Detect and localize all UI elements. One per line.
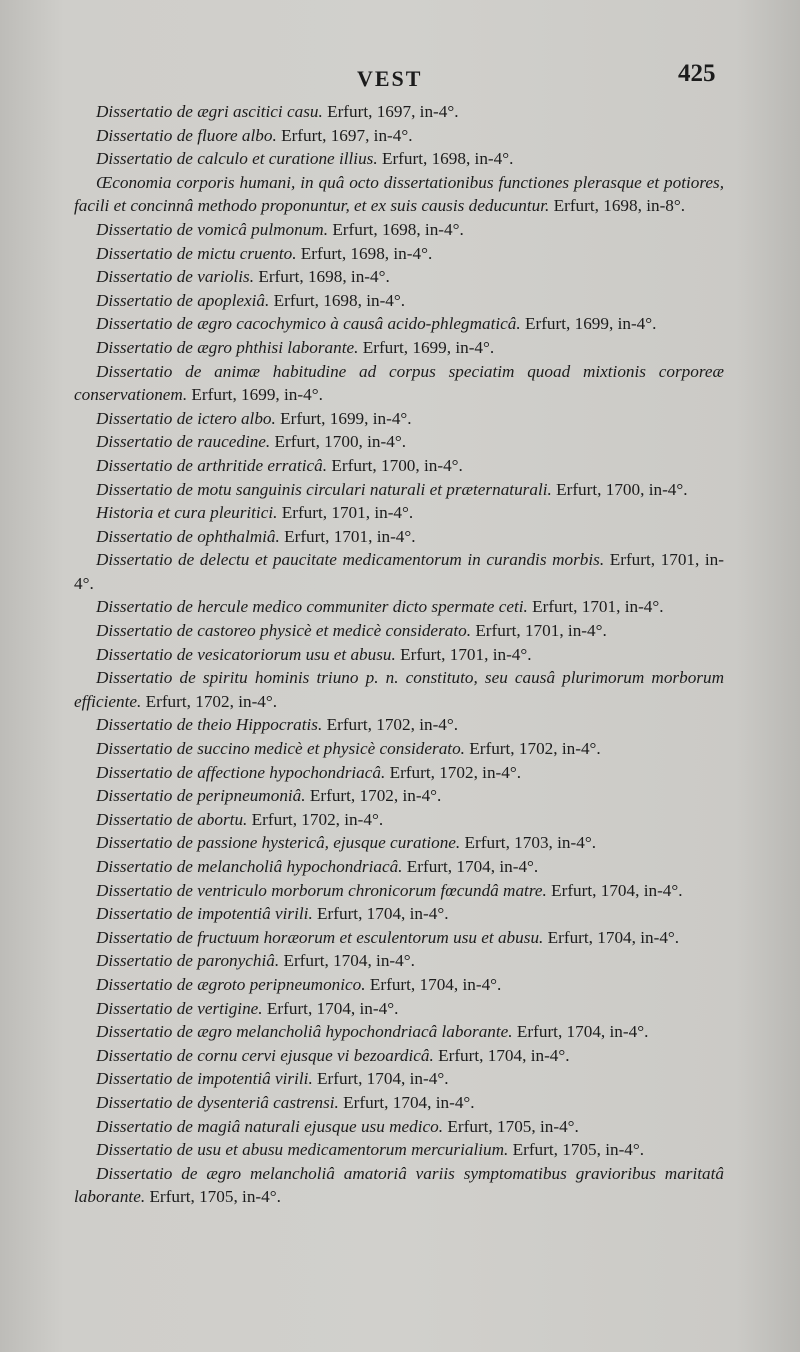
entry-title: Dissertatio de ægroto peripneumonico. xyxy=(96,974,366,994)
bibliography-entry xyxy=(74,761,724,785)
bibliography-entry xyxy=(74,808,724,832)
page-number: 425 xyxy=(678,60,716,87)
entry-title: Dissertatio de ventriculo morborum chronicorum fœcundâ matre. xyxy=(96,880,547,900)
entry-title: Dissertatio de ægro cacochymico à causâ acido-phlegmaticâ. xyxy=(96,314,521,334)
entry-imprint: Erfurt, 1704, in-4°. xyxy=(543,927,680,947)
entry-imprint: Erfurt, 1700, in-4°. xyxy=(551,479,688,499)
entry-title: Dissertatio de fructuum horæorum et esculentorum usu et abusu. xyxy=(96,927,544,947)
entry-imprint: Erfurt, 1702, in-4°. xyxy=(305,786,442,806)
bibliography-entry xyxy=(74,478,724,502)
bibliography-entry xyxy=(74,926,724,950)
entry-imprint: Erfurt, 1704, in-4°. xyxy=(402,857,539,876)
entry-title: Dissertatio de castoreo physicè et medicè considerato. xyxy=(96,621,472,641)
bibliography-entry xyxy=(74,1115,724,1139)
bibliography-entry xyxy=(74,666,724,713)
bibliography-entry xyxy=(74,548,724,595)
entry-title: Dissertatio de vomicâ pulmonum. xyxy=(96,219,329,239)
entry-imprint: Erfurt, 1698, in-4°. xyxy=(269,290,406,310)
entry-imprint: Erfurt, 1699, in-4°. xyxy=(520,314,657,334)
entry-title: Dissertatio de mictu cruento. xyxy=(96,243,297,263)
bibliography-entry xyxy=(74,973,724,997)
entry-imprint: Erfurt, 1704, in-4°. xyxy=(512,1022,649,1042)
bibliography-entry xyxy=(74,312,724,336)
entry-title: Dissertatio de arthritide erraticâ. xyxy=(96,455,328,475)
bibliography-entry xyxy=(74,619,724,643)
entry-imprint: Erfurt, 1701, in-4°. xyxy=(471,621,607,641)
entry-imprint: Erfurt, 1701, in-4°. xyxy=(277,503,414,523)
bibliography-entry xyxy=(74,100,724,124)
entry-title: Œconomia corporis humani, in quâ octo dissertationibus functiones plerasque et potiores, facili et concinnâ methodo proponuntur, et ex suis causis deducuntur. xyxy=(74,172,724,216)
entry-imprint: Erfurt, 1704, in-4°. xyxy=(312,1069,449,1089)
bibliography-entry xyxy=(74,171,724,218)
bibliography-entry xyxy=(74,1138,724,1162)
bibliography-entry xyxy=(74,879,724,903)
entry-title: Historia et cura pleuritici. xyxy=(96,503,278,523)
entry-title: Dissertatio de vesicatoriorum usu et abusu. xyxy=(96,644,396,664)
bibliography-entry xyxy=(74,1067,724,1091)
entry-title: Dissertatio de impotentiâ virili. xyxy=(96,1069,313,1089)
entry-imprint: Erfurt, 1699, in-4°. xyxy=(187,385,323,405)
entry-imprint: Erfurt, 1702, in-4°. xyxy=(322,715,459,735)
entry-title: Dissertatio de delectu et paucitate medicamentorum in curandis morbis. xyxy=(96,550,605,570)
bibliography-list xyxy=(74,100,724,1209)
entry-imprint: Erfurt, 1702, in-4°. xyxy=(247,809,384,829)
entry-imprint: Erfurt, 1704, in-4°. xyxy=(262,998,399,1018)
entry-imprint: Erfurt, 1698, in-4°. xyxy=(328,219,464,239)
bibliography-entry xyxy=(74,501,724,525)
entry-title: Dissertatio de ægro melancholiâ amatoriâ variis symptomatibus gravioribus maritatâ laborante. xyxy=(74,1163,724,1207)
entry-title: Dissertatio de ictero albo. xyxy=(96,408,276,428)
entry-imprint: Erfurt, 1701, in-4°. xyxy=(279,526,416,546)
entry-title: Dissertatio de affectione hypochondriacâ. xyxy=(96,762,386,782)
bibliography-entry xyxy=(74,1091,724,1115)
entry-title: Dissertatio de dysenteriâ castrensi. xyxy=(96,1092,339,1112)
bibliography-entry xyxy=(74,1020,724,1044)
entry-title: Dissertatio de ægro melancholiâ hypochondriacâ laborante. xyxy=(96,1022,513,1042)
bibliography-entry xyxy=(74,997,724,1021)
bibliography-entry xyxy=(74,949,724,973)
entry-title: Dissertatio de succino medicè et physicè considerato. xyxy=(96,739,465,759)
entry-title: Dissertatio de usu et abusu medicamentorum mercurialium. xyxy=(96,1140,509,1160)
entry-title: Dissertatio de passione hystericâ, ejusque curatione. xyxy=(96,833,461,853)
entry-title: Dissertatio de melancholiâ hypochondriacâ. xyxy=(96,857,403,876)
entry-title: Dissertatio de apoplexiâ. xyxy=(96,290,270,310)
entry-title: Dissertatio de theio Hippocratis. xyxy=(96,715,323,735)
bibliography-entry xyxy=(74,831,724,855)
entry-title: Dissertatio de abortu. xyxy=(96,809,248,829)
entry-title: Dissertatio de calculo et curatione illius. xyxy=(96,149,378,169)
entry-imprint: Erfurt, 1705, in-4°. xyxy=(145,1187,281,1207)
entry-imprint: Erfurt, 1702, in-4°. xyxy=(141,691,278,711)
entry-imprint: Erfurt, 1698, in-4°. xyxy=(254,267,390,287)
entry-imprint: Erfurt, 1697, in-4°. xyxy=(276,125,413,145)
bibliography-entry xyxy=(74,407,724,431)
entry-title: Dissertatio de fluore albo. xyxy=(96,125,277,145)
entry-imprint: Erfurt, 1698, in-8°. xyxy=(549,196,686,216)
bibliography-entry xyxy=(74,784,724,808)
bibliography-entry xyxy=(74,855,724,879)
entry-title: Dissertatio de paronychiâ. xyxy=(96,951,280,971)
bibliography-entry xyxy=(74,218,724,242)
entry-title: Dissertatio de motu sanguinis circulari naturali et præternaturali. xyxy=(96,479,552,499)
entry-title: Dissertatio de variolis. xyxy=(96,267,255,287)
bibliography-entry xyxy=(74,124,724,148)
entry-imprint: Erfurt, 1703, in-4°. xyxy=(460,833,596,853)
entry-imprint: Erfurt, 1704, in-4°. xyxy=(546,880,683,900)
entry-title: Dissertatio de magiâ naturali ejusque usu medico. xyxy=(96,1116,444,1136)
bibliography-entry xyxy=(74,1044,724,1068)
bibliography-entry xyxy=(74,737,724,761)
entry-title: Dissertatio de animæ habitudine ad corpus speciatim quoad mixtionis corporeæ conservationem. xyxy=(74,361,724,405)
entry-title: Dissertatio de ægro phthisi laborante. xyxy=(96,337,359,357)
entry-title: Dissertatio de vertigine. xyxy=(96,998,263,1018)
bibliography-entry xyxy=(74,454,724,478)
entry-imprint: Erfurt, 1701, in-4°. xyxy=(395,644,532,664)
page-header xyxy=(0,60,800,100)
entry-imprint: Erfurt, 1702, in-4°. xyxy=(385,762,522,782)
bibliography-entry xyxy=(74,242,724,266)
entry-title: Dissertatio de ophthalmiâ. xyxy=(96,526,280,546)
entry-imprint: Erfurt, 1700, in-4°. xyxy=(327,455,463,475)
entry-imprint: Erfurt, 1704, in-4°. xyxy=(338,1092,475,1112)
bibliography-entry xyxy=(74,1162,724,1209)
entry-imprint: Erfurt, 1705, in-4°. xyxy=(508,1140,645,1160)
entry-imprint: Erfurt, 1699, in-4°. xyxy=(358,337,495,357)
bibliography-entry xyxy=(74,265,724,289)
entry-imprint: Erfurt, 1698, in-4°. xyxy=(377,149,514,169)
bibliography-entry xyxy=(74,595,724,619)
entry-title: Dissertatio de spiritu hominis triuno p. n. constituto, seu causâ plurimorum morborum efficiente. xyxy=(74,668,724,711)
entry-imprint: Erfurt, 1700, in-4°. xyxy=(270,432,406,452)
bibliography-entry xyxy=(74,360,724,407)
running-head: VEST xyxy=(357,66,423,91)
bibliography-entry xyxy=(74,713,724,737)
entry-title: Dissertatio de cornu cervi ejusque vi bezoardicâ. xyxy=(96,1045,434,1065)
bibliography-entry xyxy=(74,289,724,313)
entry-imprint: Erfurt, 1704, in-4°. xyxy=(279,951,415,971)
bibliography-entry xyxy=(74,336,724,360)
entry-imprint: Erfurt, 1697, in-4°. xyxy=(322,102,459,121)
entry-imprint: Erfurt, 1704, in-4°. xyxy=(365,974,502,994)
entry-imprint: Erfurt, 1698, in-4°. xyxy=(296,243,433,263)
bibliography-entry xyxy=(74,643,724,667)
entry-imprint: Erfurt, 1705, in-4°. xyxy=(443,1116,579,1136)
bibliography-entry xyxy=(74,147,724,171)
entry-imprint: Erfurt, 1704, in-4°. xyxy=(433,1045,570,1065)
entry-imprint: Erfurt, 1704, in-4°. xyxy=(312,904,449,924)
entry-imprint: Erfurt, 1701, in-4°. xyxy=(74,550,724,593)
entry-title: Dissertatio de raucedine. xyxy=(96,432,271,452)
entry-title: Dissertatio de ægri ascitici casu. xyxy=(96,102,323,121)
bibliography-entry xyxy=(74,525,724,549)
entry-imprint: Erfurt, 1701, in-4°. xyxy=(527,597,664,617)
entry-imprint: Erfurt, 1702, in-4°. xyxy=(464,739,601,759)
entry-title: Dissertatio de impotentiâ virili. xyxy=(96,904,313,924)
entry-title: Dissertatio de peripneumoniâ. xyxy=(96,786,306,806)
bibliography-entry xyxy=(74,430,724,454)
entry-title: Dissertatio de hercule medico communiter dicto spermate ceti. xyxy=(96,597,528,617)
bibliography-entry xyxy=(74,902,724,926)
entry-imprint: Erfurt, 1699, in-4°. xyxy=(275,408,412,428)
